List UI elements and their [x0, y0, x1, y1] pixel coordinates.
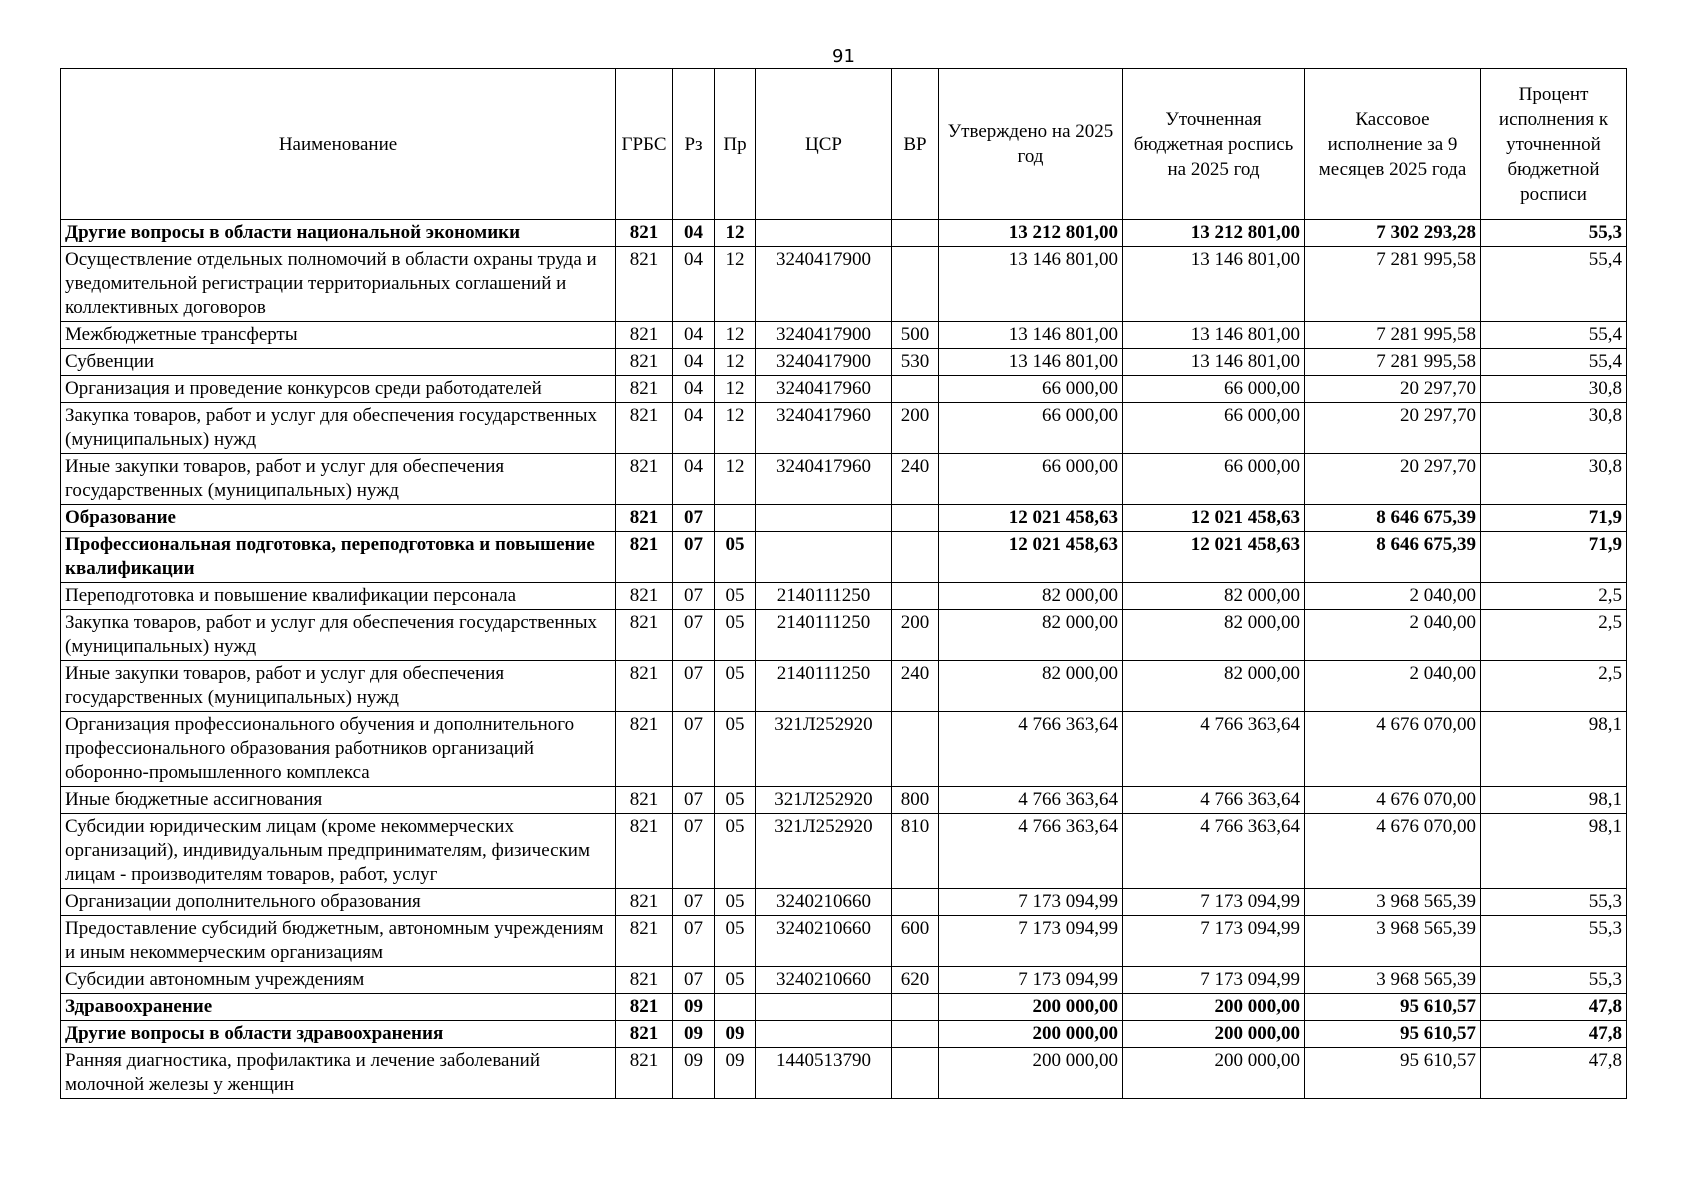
cell-cash: 4 676 070,00: [1305, 787, 1481, 814]
cell-rz: 07: [673, 505, 715, 532]
cell-csr: 2140111250: [756, 610, 892, 661]
cell-cash: 20 297,70: [1305, 376, 1481, 403]
cell-percent: 71,9: [1481, 505, 1627, 532]
cell-approved: 82 000,00: [939, 610, 1123, 661]
cell-pr: 12: [715, 322, 756, 349]
cell-grbs: 821: [616, 247, 673, 322]
cell-pr: 12: [715, 220, 756, 247]
cell-refined: 66 000,00: [1123, 376, 1305, 403]
cell-refined: 13 212 801,00: [1123, 220, 1305, 247]
table-row: [61, 583, 1627, 610]
budget-table: [60, 68, 1627, 1099]
cell-percent: 2,5: [1481, 610, 1627, 661]
cell-pr: 05: [715, 661, 756, 712]
header-pr: Пр: [715, 69, 756, 220]
cell-refined: 4 766 363,64: [1123, 787, 1305, 814]
cell-rz: 04: [673, 349, 715, 376]
cell-pr: 12: [715, 403, 756, 454]
cell-cash: 20 297,70: [1305, 454, 1481, 505]
header-rz: Рз: [673, 69, 715, 220]
cell-csr: 1440513790: [756, 1048, 892, 1099]
cell-percent: 30,8: [1481, 403, 1627, 454]
cell-pr: 05: [715, 787, 756, 814]
page-number: 91: [832, 46, 855, 67]
cell-approved: 4 766 363,64: [939, 712, 1123, 787]
cell-grbs: 821: [616, 712, 673, 787]
table-row: [61, 994, 1627, 1021]
cell-name: Здравоохранение: [61, 994, 616, 1021]
cell-name: Организация и проведение конкурсов среди работодателей: [61, 376, 616, 403]
table-row: [61, 1021, 1627, 1048]
cell-name: Ранняя диагностика, профилактика и лечение заболеваний молочной железы у женщин: [61, 1048, 616, 1099]
cell-csr: 3240417960: [756, 376, 892, 403]
cell-rz: 04: [673, 403, 715, 454]
cell-pr: 12: [715, 349, 756, 376]
cell-approved: 200 000,00: [939, 1021, 1123, 1048]
cell-rz: 04: [673, 376, 715, 403]
cell-approved: 13 146 801,00: [939, 322, 1123, 349]
cell-csr: 2140111250: [756, 583, 892, 610]
cell-vr: 530: [892, 349, 939, 376]
table-row: [61, 916, 1627, 967]
cell-csr: 3240417900: [756, 349, 892, 376]
cell-approved: 13 146 801,00: [939, 349, 1123, 376]
cell-refined: 4 766 363,64: [1123, 712, 1305, 787]
cell-cash: 7 281 995,58: [1305, 322, 1481, 349]
header-vr: ВР: [892, 69, 939, 220]
cell-vr: 240: [892, 454, 939, 505]
cell-percent: 55,4: [1481, 349, 1627, 376]
cell-pr: 12: [715, 376, 756, 403]
cell-cash: 95 610,57: [1305, 994, 1481, 1021]
cell-cash: 4 676 070,00: [1305, 712, 1481, 787]
cell-cash: 4 676 070,00: [1305, 814, 1481, 889]
cell-rz: 07: [673, 583, 715, 610]
cell-grbs: 821: [616, 505, 673, 532]
table-row: [61, 1048, 1627, 1099]
cell-csr: 321Л252920: [756, 712, 892, 787]
table-row: [61, 889, 1627, 916]
cell-refined: 12 021 458,63: [1123, 532, 1305, 583]
cell-vr: 600: [892, 916, 939, 967]
cell-approved: 82 000,00: [939, 583, 1123, 610]
cell-csr: 3240210660: [756, 967, 892, 994]
cell-approved: 7 173 094,99: [939, 889, 1123, 916]
cell-vr: 800: [892, 787, 939, 814]
table-row: [61, 505, 1627, 532]
table-row: [61, 220, 1627, 247]
cell-grbs: 821: [616, 322, 673, 349]
cell-rz: 07: [673, 787, 715, 814]
cell-refined: 200 000,00: [1123, 1021, 1305, 1048]
cell-grbs: 821: [616, 532, 673, 583]
cell-percent: 30,8: [1481, 454, 1627, 505]
cell-csr: 3240417900: [756, 247, 892, 322]
cell-name: Профессиональная подготовка, переподготовка и повышение квалификации: [61, 532, 616, 583]
cell-grbs: 821: [616, 583, 673, 610]
cell-pr: 12: [715, 247, 756, 322]
table-row: [61, 247, 1627, 322]
cell-name: Иные закупки товаров, работ и услуг для обеспечения государственных (муниципальных) нужд: [61, 454, 616, 505]
cell-csr: [756, 994, 892, 1021]
table-row: [61, 532, 1627, 583]
cell-rz: 09: [673, 1048, 715, 1099]
cell-name: Иные бюджетные ассигнования: [61, 787, 616, 814]
cell-pr: 05: [715, 889, 756, 916]
cell-grbs: 821: [616, 787, 673, 814]
table-row: [61, 610, 1627, 661]
cell-grbs: 821: [616, 814, 673, 889]
table-row: [61, 787, 1627, 814]
cell-percent: 47,8: [1481, 994, 1627, 1021]
cell-refined: 7 173 094,99: [1123, 889, 1305, 916]
table-row: [61, 967, 1627, 994]
cell-refined: 7 173 094,99: [1123, 967, 1305, 994]
cell-name: Субсидии автономным учреждениям: [61, 967, 616, 994]
cell-vr: [892, 583, 939, 610]
cell-pr: 05: [715, 712, 756, 787]
table-header-row: [61, 69, 1627, 220]
cell-csr: [756, 220, 892, 247]
cell-refined: 4 766 363,64: [1123, 814, 1305, 889]
cell-pr: 09: [715, 1021, 756, 1048]
cell-grbs: 821: [616, 967, 673, 994]
cell-approved: 66 000,00: [939, 376, 1123, 403]
cell-vr: 500: [892, 322, 939, 349]
cell-rz: 09: [673, 1021, 715, 1048]
cell-grbs: 821: [616, 403, 673, 454]
cell-rz: 07: [673, 916, 715, 967]
cell-approved: 82 000,00: [939, 661, 1123, 712]
cell-approved: 12 021 458,63: [939, 532, 1123, 583]
cell-name: Предоставление субсидий бюджетным, автономным учреждениям и иным некоммерческим организациям: [61, 916, 616, 967]
cell-refined: 82 000,00: [1123, 610, 1305, 661]
cell-name: Межбюджетные трансферты: [61, 322, 616, 349]
cell-percent: 55,3: [1481, 889, 1627, 916]
cell-vr: [892, 220, 939, 247]
cell-rz: 07: [673, 712, 715, 787]
cell-vr: [892, 994, 939, 1021]
table-row: [61, 712, 1627, 787]
header-approved: Утверждено на 2025 год: [939, 69, 1123, 220]
cell-vr: 810: [892, 814, 939, 889]
cell-grbs: 821: [616, 916, 673, 967]
cell-approved: 7 173 094,99: [939, 916, 1123, 967]
cell-grbs: 821: [616, 889, 673, 916]
cell-name: Субсидии юридическим лицам (кроме некоммерческих организаций), индивидуальным предпринимателям, физическим лицам - производителям товаров, работ, услуг: [61, 814, 616, 889]
cell-rz: 07: [673, 889, 715, 916]
cell-name: Субвенции: [61, 349, 616, 376]
cell-approved: 200 000,00: [939, 1048, 1123, 1099]
cell-rz: 04: [673, 247, 715, 322]
cell-percent: 71,9: [1481, 532, 1627, 583]
cell-approved: 200 000,00: [939, 994, 1123, 1021]
cell-name: Закупка товаров, работ и услуг для обеспечения государственных (муниципальных) нужд: [61, 610, 616, 661]
cell-percent: 55,4: [1481, 322, 1627, 349]
cell-rz: 07: [673, 661, 715, 712]
cell-refined: 66 000,00: [1123, 403, 1305, 454]
cell-grbs: 821: [616, 220, 673, 247]
cell-name: Образование: [61, 505, 616, 532]
cell-cash: 2 040,00: [1305, 610, 1481, 661]
cell-vr: [892, 247, 939, 322]
cell-name: Другие вопросы в области здравоохранения: [61, 1021, 616, 1048]
cell-grbs: 821: [616, 349, 673, 376]
cell-percent: 55,3: [1481, 916, 1627, 967]
cell-name: Закупка товаров, работ и услуг для обеспечения государственных (муниципальных) нужд: [61, 403, 616, 454]
cell-percent: 47,8: [1481, 1021, 1627, 1048]
cell-percent: 98,1: [1481, 814, 1627, 889]
cell-approved: 4 766 363,64: [939, 814, 1123, 889]
cell-rz: 09: [673, 994, 715, 1021]
cell-percent: 2,5: [1481, 661, 1627, 712]
cell-csr: 2140111250: [756, 661, 892, 712]
cell-refined: 7 173 094,99: [1123, 916, 1305, 967]
cell-csr: 3240210660: [756, 916, 892, 967]
cell-refined: 13 146 801,00: [1123, 322, 1305, 349]
cell-percent: 47,8: [1481, 1048, 1627, 1099]
cell-approved: 66 000,00: [939, 454, 1123, 505]
cell-refined: 12 021 458,63: [1123, 505, 1305, 532]
cell-pr: 09: [715, 1048, 756, 1099]
table-row: [61, 661, 1627, 712]
cell-approved: 12 021 458,63: [939, 505, 1123, 532]
cell-refined: 66 000,00: [1123, 454, 1305, 505]
cell-rz: 07: [673, 967, 715, 994]
cell-pr: 05: [715, 610, 756, 661]
cell-vr: [892, 505, 939, 532]
cell-cash: 8 646 675,39: [1305, 532, 1481, 583]
cell-name: Организации дополнительного образования: [61, 889, 616, 916]
cell-csr: 3240417960: [756, 454, 892, 505]
cell-vr: 240: [892, 661, 939, 712]
table-row: [61, 403, 1627, 454]
cell-percent: 2,5: [1481, 583, 1627, 610]
cell-rz: 07: [673, 610, 715, 661]
cell-vr: [892, 1048, 939, 1099]
cell-approved: 13 146 801,00: [939, 247, 1123, 322]
cell-name: Переподготовка и повышение квалификации персонала: [61, 583, 616, 610]
cell-pr: 05: [715, 814, 756, 889]
cell-refined: 82 000,00: [1123, 583, 1305, 610]
table-row: [61, 376, 1627, 403]
cell-name: Осуществление отдельных полномочий в области охраны труда и уведомительной регистрации территориальных соглашений и коллективных договоров: [61, 247, 616, 322]
cell-grbs: 821: [616, 610, 673, 661]
cell-rz: 04: [673, 220, 715, 247]
cell-refined: 200 000,00: [1123, 1048, 1305, 1099]
table-body: [61, 220, 1627, 1099]
header-csr: ЦСР: [756, 69, 892, 220]
cell-rz: 07: [673, 532, 715, 583]
table-row: [61, 322, 1627, 349]
cell-rz: 04: [673, 454, 715, 505]
cell-pr: 05: [715, 916, 756, 967]
cell-percent: 55,3: [1481, 967, 1627, 994]
cell-vr: [892, 1021, 939, 1048]
cell-pr: [715, 505, 756, 532]
cell-csr: [756, 1021, 892, 1048]
cell-cash: 3 968 565,39: [1305, 967, 1481, 994]
cell-csr: 3240210660: [756, 889, 892, 916]
cell-vr: [892, 376, 939, 403]
header-name: Наименование: [61, 69, 616, 220]
cell-approved: 13 212 801,00: [939, 220, 1123, 247]
cell-vr: [892, 532, 939, 583]
cell-percent: 98,1: [1481, 787, 1627, 814]
cell-csr: [756, 505, 892, 532]
cell-pr: 05: [715, 532, 756, 583]
cell-name: Иные закупки товаров, работ и услуг для обеспечения государственных (муниципальных) нужд: [61, 661, 616, 712]
cell-cash: 2 040,00: [1305, 583, 1481, 610]
cell-percent: 30,8: [1481, 376, 1627, 403]
cell-percent: 98,1: [1481, 712, 1627, 787]
cell-name: Организация профессионального обучения и дополнительного профессионального образования работников организаций оборонно-промышленного комплекса: [61, 712, 616, 787]
cell-grbs: 821: [616, 1048, 673, 1099]
cell-csr: 321Л252920: [756, 787, 892, 814]
cell-rz: 07: [673, 814, 715, 889]
header-cash: Кассовое исполнение за 9 месяцев 2025 года: [1305, 69, 1481, 220]
cell-refined: 13 146 801,00: [1123, 247, 1305, 322]
cell-refined: 13 146 801,00: [1123, 349, 1305, 376]
cell-cash: 95 610,57: [1305, 1021, 1481, 1048]
cell-percent: 55,3: [1481, 220, 1627, 247]
cell-cash: 3 968 565,39: [1305, 916, 1481, 967]
cell-csr: [756, 532, 892, 583]
cell-grbs: 821: [616, 376, 673, 403]
cell-vr: 620: [892, 967, 939, 994]
cell-name: Другие вопросы в области национальной экономики: [61, 220, 616, 247]
cell-pr: 05: [715, 967, 756, 994]
cell-pr: 12: [715, 454, 756, 505]
header-percent: Процент исполнения к уточненной бюджетной росписи: [1481, 69, 1627, 220]
cell-pr: [715, 994, 756, 1021]
cell-refined: 200 000,00: [1123, 994, 1305, 1021]
table-row: [61, 814, 1627, 889]
cell-approved: 66 000,00: [939, 403, 1123, 454]
table-row: [61, 454, 1627, 505]
header-grbs: ГРБС: [616, 69, 673, 220]
cell-vr: 200: [892, 403, 939, 454]
cell-grbs: 821: [616, 661, 673, 712]
cell-csr: 321Л252920: [756, 814, 892, 889]
cell-vr: 200: [892, 610, 939, 661]
cell-grbs: 821: [616, 1021, 673, 1048]
cell-cash: 8 646 675,39: [1305, 505, 1481, 532]
cell-cash: 20 297,70: [1305, 403, 1481, 454]
cell-csr: 3240417900: [756, 322, 892, 349]
cell-vr: [892, 712, 939, 787]
table-row: [61, 349, 1627, 376]
cell-cash: 7 302 293,28: [1305, 220, 1481, 247]
cell-cash: 3 968 565,39: [1305, 889, 1481, 916]
cell-cash: 95 610,57: [1305, 1048, 1481, 1099]
cell-csr: 3240417960: [756, 403, 892, 454]
cell-grbs: 821: [616, 454, 673, 505]
cell-cash: 2 040,00: [1305, 661, 1481, 712]
cell-vr: [892, 889, 939, 916]
header-refined: Уточненная бюджетная роспись на 2025 год: [1123, 69, 1305, 220]
cell-refined: 82 000,00: [1123, 661, 1305, 712]
cell-grbs: 821: [616, 994, 673, 1021]
cell-cash: 7 281 995,58: [1305, 247, 1481, 322]
cell-rz: 04: [673, 322, 715, 349]
cell-cash: 7 281 995,58: [1305, 349, 1481, 376]
cell-percent: 55,4: [1481, 247, 1627, 322]
cell-approved: 7 173 094,99: [939, 967, 1123, 994]
cell-pr: 05: [715, 583, 756, 610]
cell-approved: 4 766 363,64: [939, 787, 1123, 814]
